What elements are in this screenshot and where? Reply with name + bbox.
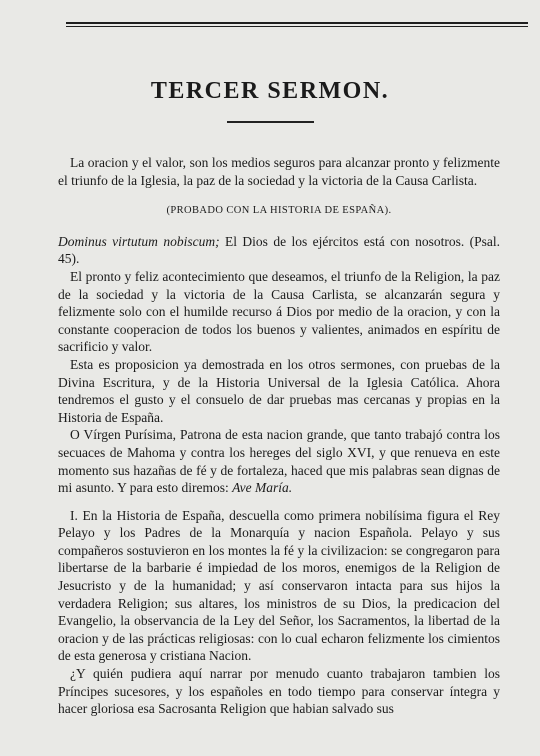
scripture-verse <box>58 233 500 268</box>
title-underline <box>227 121 314 123</box>
proof-line: (PROBADO CON LA HISTORIA DE ESPAÑA). <box>166 205 392 217</box>
paragraph: El pronto y feliz acontecimiento que deseamos, el triunfo de la Religion, la paz de la sociedad y la victoria de la Causa Carlista, se alcanzarán segura y felizmente solo con el humilde recurso á Dios por medio de la oracion, y con la constante cooperacion de todos los buenos y valientes, animados en espíritu de sacrificio y valor. <box>58 268 500 355</box>
verse-latin: Dominus virtutum nobiscum; <box>58 233 220 249</box>
paragraph: Esta es proposicion ya demostrada en los otros sermones, con pruebas de la Divina Escritura, y de la Historia Universal de la Iglesia Católica. Ahora tendremos el gusto y el consuelo de dar pruebas mas cercanas y propias en la Historia de España. <box>58 356 500 425</box>
top-rule-2 <box>66 26 528 27</box>
sermon-body <box>58 154 500 718</box>
prayer-text: O Vírgen Purísima, Patrona de esta nacion grande, que tanto trabajó contra los secuaces de Mahoma y contra los hereges del siglo XVI, y que renueva en este momento sus hazañas de fé y de fortaleza, haced que mis palabras sean dignas de mi asunto. Y para esto diremos: <box>58 427 500 496</box>
prayer-paragraph <box>58 426 500 496</box>
sermon-title: TERCER SERMON. <box>150 78 390 104</box>
closing-paragraph: ¿Y quién pudiera aquí narrar por menudo cuanto trabajaron tambien los Príncipes sucesores, y los españoles en todo tiempo para conservar íntegra y hacer gloriosa esa Sacrosanta Religion que habian salvado sus <box>58 666 500 717</box>
sermon-theme: La oracion y el valor, son los medios seguros para alcanzar pronto y felizmente el triunfo de la Iglesia, la paz de la sociedad y la victoria de la Causa Carlista. <box>58 155 500 188</box>
top-rule <box>66 22 528 24</box>
prayer-latin: Ave María. <box>232 480 293 496</box>
section-one: I. En la Historia de España, descuella como primera nobilísima figura el Rey Pelayo y los Padres de la Monarquía y nacion Española. Pelayo y sus compañeros sostuvieron en los montes la fé y la civilizacion: se congregaron para libertarse de la barbarie é impiedad de los moros, enemigos de la Religion de Jesucristo y de la humanidad; y así conservaron intacta para sus hijos la verdadera Religion; sus altares, los ministros de su Dios, la predicacion del Evangelio, la observancia de la Ley del Señor, los Sacramentos, la libertad de la oracion y de las prácticas religiosas: con lo cual echaron felizmente los cimientos de esta generosa y cristiana Nacion. <box>58 507 500 664</box>
verse-translation: El Dios de los ejércitos está con nosotros. (Psal. 45). <box>58 233 500 267</box>
